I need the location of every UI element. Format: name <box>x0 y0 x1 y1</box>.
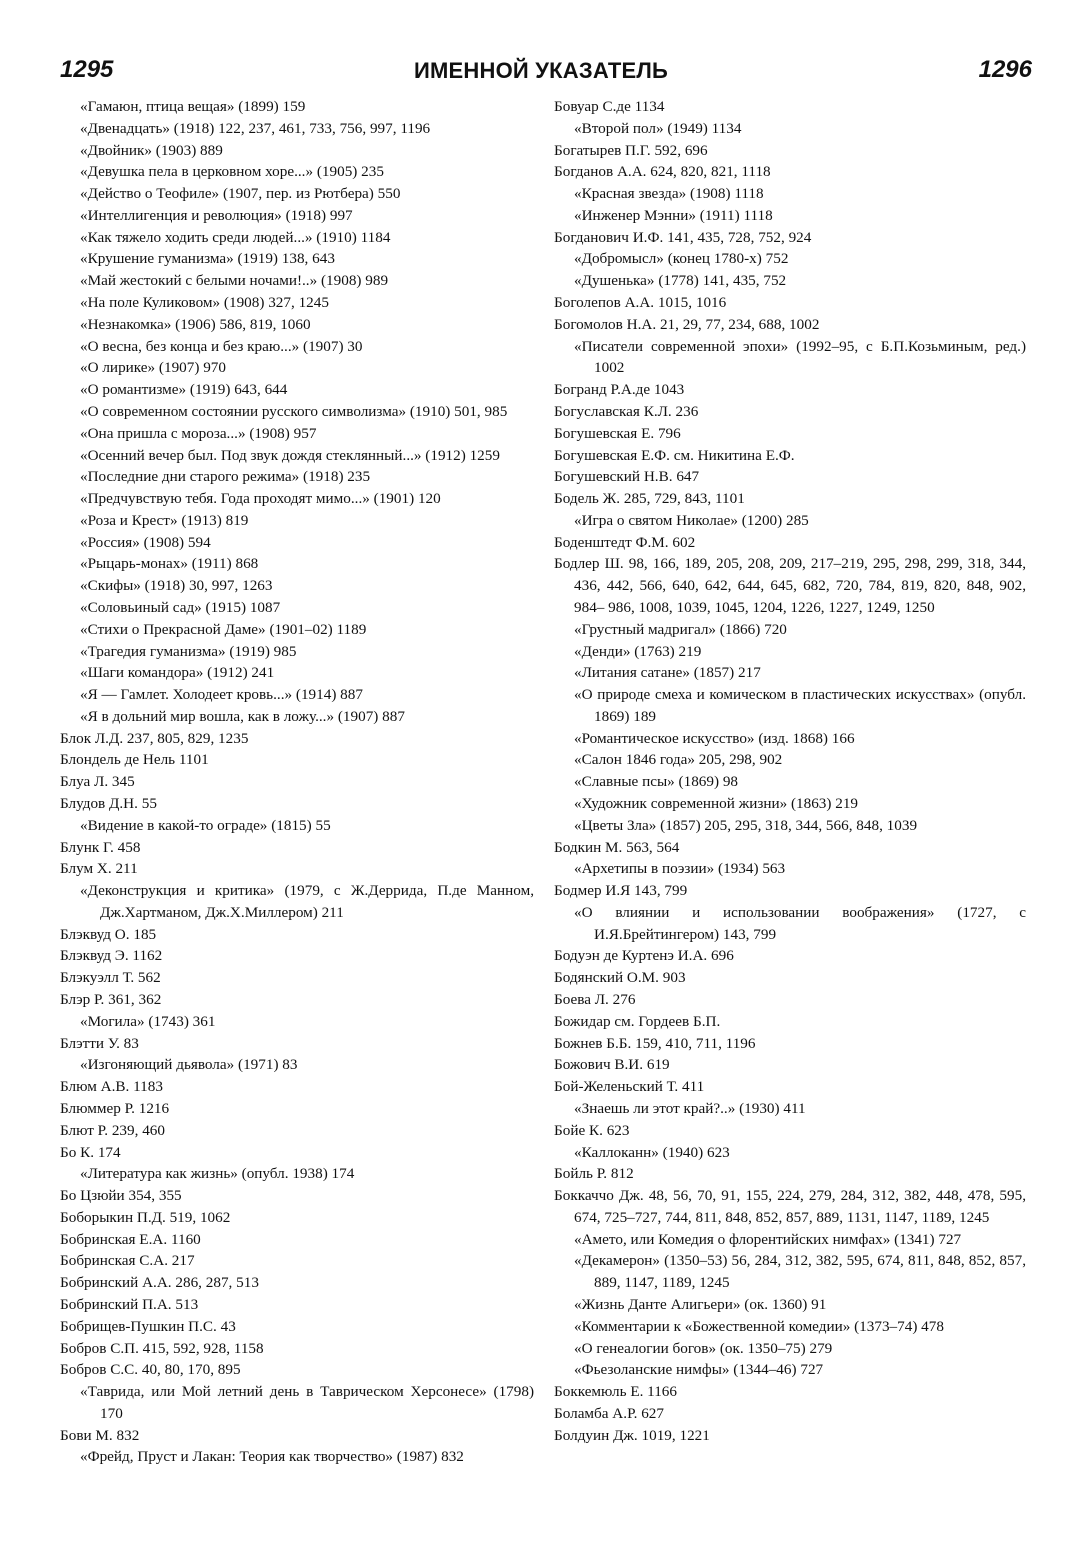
index-subentry: «Денди» (1763) 219 <box>574 642 702 660</box>
index-subentry: «Видение в какой-то ограде» (1815) 55 <box>80 816 331 834</box>
index-subentry: «Грустный мадригал» (1866) 720 <box>574 620 787 638</box>
index-subentry: «Комментарии к «Божественной комедии» (1373–74) 478 <box>574 1317 944 1335</box>
index-entry: Блюммер Р. 1216 <box>60 1099 170 1117</box>
index-entry: Бо К. 174 <box>60 1143 121 1161</box>
index-subentry: «Красная звезда» (1908) 1118 <box>574 185 764 203</box>
index-entry: Блэквуд Э. 1162 <box>60 947 163 965</box>
index-subentry: «О природе смеха и комическом в пластических искусствах» (опубл. 1869) 189 <box>574 686 1026 725</box>
index-entry: Бобринская Е.А. 1160 <box>60 1230 201 1248</box>
index-entry: Богушевская Е. 796 <box>554 424 681 442</box>
index-subentry: «Двойник» (1903) 889 <box>80 141 223 159</box>
index-subentry: «Художник современной жизни» (1863) 219 <box>574 795 859 812</box>
index-subentry: «Знаешь ли этот край?..» (1930) 411 <box>574 1099 806 1117</box>
index-entry: Бобрищев-Пушкин П.С. 43 <box>60 1317 236 1335</box>
index-entry: Богранд Р.А.де 1043 <box>554 381 685 399</box>
index-subentry: «Инженер Мэнни» (1911) 1118 <box>574 206 773 224</box>
index-entry: Блют Р. 239, 460 <box>60 1121 165 1139</box>
index-subentry: «Роза и Крест» (1913) 819 <box>80 511 249 529</box>
index-subentry: «Фьезоланские нимфы» (1344–46) 727 <box>574 1361 824 1379</box>
index-subentry: «Она пришла с мороза...» (1908) 957 <box>80 424 317 442</box>
index-entry: Бобров С.П. 415, 592, 928, 1158 <box>60 1339 264 1357</box>
index-entry: Блуа Л. 345 <box>60 773 135 791</box>
index-entry: Боголепов А.А. 1015, 1016 <box>554 294 727 312</box>
page-number-left: 1295 <box>60 56 114 83</box>
index-subentry: «Цветы Зла» (1857) 205, 295, 318, 344, 566, 848, 1039 <box>574 816 918 834</box>
index-subentry: «Таврида, или Мой летний день в Таврическом Херсонесе» (1798) 170 <box>80 1383 534 1422</box>
index-entry: Боборыкин П.Д. 519, 1062 <box>60 1208 231 1226</box>
index-column-right <box>554 96 1026 1446</box>
index-subentry: «Душенька» (1778) 141, 435, 752 <box>574 272 787 290</box>
index-subentry: «Россия» (1908) 594 <box>80 533 211 551</box>
index-entry: Бодкин М. 563, 564 <box>554 838 680 856</box>
index-entry: Бодлер Ш. 98, 166, 189, 205, 208, 209, 217–219, 295, 298, 299, 318, 344, 436, 442, 566, 640, 642, 644, 645, 682, 720, 784, 819, 820, 848, 902, 984– 986, 1008, 1039, 1045, 1204, 1226, 1227, 1249, 1250 <box>554 555 1026 616</box>
index-subentry: «Добромысл» (конец 1780-х) 752 <box>574 250 789 268</box>
index-subentry: «Скифы» (1918) 30, 997, 1263 <box>80 577 273 595</box>
index-entry: Бодуэн де Куртенэ И.А. 696 <box>554 947 734 965</box>
index-subentry: «О влиянии и использовании воображения» (1727, с И.Я.Брейтингером) 143, 799 <box>574 903 1026 943</box>
index-subentry: «Игра о святом Николае» (1200) 285 <box>574 511 809 529</box>
index-subentry: «Жизнь Данте Алигьери» (ок. 1360) 91 <box>574 1295 827 1313</box>
index-entry: Боламба А.Р. 627 <box>554 1404 664 1422</box>
index-subentry: «О лирике» (1907) 970 <box>80 359 226 377</box>
index-subentry: «Незнакомка» (1906) 586, 819, 1060 <box>80 315 311 333</box>
index-subentry: «Рыцарь-монах» (1911) 868 <box>80 555 259 573</box>
index-subentry: «Фрейд, Пруст и Лакан: Теория как творчество» (1987) 832 <box>80 1448 464 1466</box>
index-column-left <box>60 96 534 1468</box>
index-subentry: «Я — Гамлет. Холодеет кровь...» (1914) 887 <box>80 686 363 704</box>
index-entry: Бойль Р. 812 <box>554 1165 634 1183</box>
index-subentry: «Я в дольний мир вошла, как в ложу...» (1907) 887 <box>80 707 405 725</box>
index-subentry: «Салон 1846 года» 205, 298, 902 <box>574 751 783 769</box>
index-entry: Бобров С.С. 40, 80, 170, 895 <box>60 1361 241 1379</box>
index-entry: Блэр Р. 361, 362 <box>60 991 162 1009</box>
index-entry: Боева Л. 276 <box>554 991 636 1009</box>
index-subentry: «О романтизме» (1919) 643, 644 <box>80 381 288 399</box>
index-subentry: «Могила» (1743) 361 <box>80 1012 216 1030</box>
index-entry: Блок Л.Д. 237, 805, 829, 1235 <box>60 729 249 747</box>
index-subentry: «Гамаюн, птица вещая» (1899) 159 <box>80 98 306 115</box>
index-entry: Божнев Б.Б. 159, 410, 711, 1196 <box>554 1034 756 1052</box>
index-subentry: «Шаги командора» (1912) 241 <box>80 664 275 682</box>
index-entry: Бови М. 832 <box>60 1426 140 1444</box>
index-subentry: «Литература как жизнь» (опубл. 1938) 174 <box>80 1165 355 1183</box>
index-entry: Бой-Желеньский Т. 411 <box>554 1078 705 1096</box>
index-entry: Богатырев П.Г. 592, 696 <box>554 141 708 159</box>
index-subentry: «О весна, без конца и без краю...» (1907) 30 <box>80 337 363 355</box>
index-entry: Блюм А.В. 1183 <box>60 1078 163 1096</box>
index-entry: Богушевская Е.Ф. см. Никитина Е.Ф. <box>554 446 795 464</box>
index-entry: Богомолов Н.А. 21, 29, 77, 234, 688, 1002 <box>554 315 820 333</box>
index-subentry: «Соловьиный сад» (1915) 1087 <box>80 598 281 616</box>
index-entry: Блунк Г. 458 <box>60 838 141 856</box>
index-subentry: «Последние дни старого режима» (1918) 235 <box>80 468 371 486</box>
index-subentry: «Изгоняющий дьявола» (1971) 83 <box>80 1056 298 1074</box>
index-subentry: «Предчувствую тебя. Года проходят мимо...» (1901) 120 <box>80 490 441 508</box>
index-entry: Бовуар С.де 1134 <box>554 98 665 115</box>
index-subentry: «Осенний вечер был. Под звук дождя стеклянный...» (1912) 1259 <box>80 446 500 464</box>
index-subentry: «О современном состоянии русского символизма» (1910) 501, 985 <box>80 402 508 420</box>
index-subentry: «Амето, или Комедия о флорентийских нимфах» (1341) 727 <box>574 1230 962 1248</box>
index-entry: Бодмер И.Я 143, 799 <box>554 882 688 900</box>
index-subentry: «Стихи о Прекрасной Даме» (1901–02) 1189 <box>80 620 367 638</box>
index-entry: Боккаччо Дж. 48, 56, 70, 91, 155, 224, 279, 284, 312, 382, 448, 478, 595, 674, 725–727, 744, 811, 848, 852, 857, 889, 1131, 1147, 1189, 1245 <box>554 1187 1026 1226</box>
index-entry: Божидар см. Гордеев Б.П. <box>554 1012 721 1030</box>
page-header <box>0 56 1082 92</box>
index-entry: Бо Цзюйи 354, 355 <box>60 1187 182 1205</box>
index-subentry: «На поле Куликовом» (1908) 327, 1245 <box>80 294 329 312</box>
page-number-right: 1296 <box>978 56 1032 83</box>
index-entry: Богданов А.А. 624, 820, 821, 1118 <box>554 163 771 181</box>
index-subentry: «Интеллигенция и революция» (1918) 997 <box>80 206 353 224</box>
index-subentry: «Литания сатане» (1857) 217 <box>574 664 761 682</box>
index-entry: Бобринский П.А. 513 <box>60 1295 199 1313</box>
index-subentry: «Писатели современной эпохи» (1992–95, с Б.П.Козьминым, ред.) 1002 <box>574 337 1026 377</box>
index-entry: Бодянский О.М. 903 <box>554 969 686 987</box>
index-subentry: «Май жестокий с белыми ночами!..» (1908) 989 <box>80 272 389 290</box>
index-entry: Боккемюль Е. 1166 <box>554 1383 677 1401</box>
index-subentry: «О генеалогии богов» (ок. 1350–75) 279 <box>574 1339 833 1357</box>
index-subentry: «Как тяжело ходить среди людей...» (1910) 1184 <box>80 228 391 246</box>
index-subentry: «Каллоканн» (1940) 623 <box>574 1143 730 1161</box>
index-entry: Бодель Ж. 285, 729, 843, 1101 <box>554 490 745 508</box>
index-entry: Боденштедт Ф.М. 602 <box>554 533 696 551</box>
index-subentry: «Деконструкция и критика» (1979, с Ж.Деррида, П.де Манном, Дж.Хартманом, Дж.Х.Миллером) 211 <box>80 882 534 921</box>
index-subentry: «Действо о Теофиле» (1907, пер. из Рютбера) 550 <box>80 185 401 203</box>
index-entry: Богуславская К.Л. 236 <box>554 402 699 420</box>
index-subentry: «Девушка пела в церковном хоре...» (1905) 235 <box>80 163 384 181</box>
index-subentry: «Трагедия гуманизма» (1919) 985 <box>80 642 297 660</box>
index-entry: Блум Х. 211 <box>60 860 138 878</box>
index-entry: Блэкуэлл Т. 562 <box>60 969 161 987</box>
index-entry: Блэтти У. 83 <box>60 1034 139 1052</box>
index-entry: Бобринский А.А. 286, 287, 513 <box>60 1274 259 1292</box>
index-subentry: «Второй пол» (1949) 1134 <box>574 119 742 137</box>
index-entry: Бойе К. 623 <box>554 1121 630 1139</box>
index-entry: Блудов Д.Н. 55 <box>60 795 157 812</box>
index-entry: Блэквуд О. 185 <box>60 925 157 943</box>
index-subentry: «Романтическое искусство» (изд. 1868) 166 <box>574 729 855 747</box>
index-subentry: «Декамерон» (1350–53) 56, 284, 312, 382, 595, 674, 811, 848, 852, 857, 889, 1147, 1189, 1245 <box>574 1252 1026 1292</box>
index-subentry: «Крушение гуманизма» (1919) 138, 643 <box>80 250 335 268</box>
index-entry: Бобринская С.А. 217 <box>60 1252 195 1270</box>
page-title: ИМЕННОЙ УКАЗАТЕЛЬ <box>414 58 668 83</box>
index-subentry: «Двенадцать» (1918) 122, 237, 461, 733, 756, 997, 1196 <box>80 119 431 137</box>
index-entry: Блондель де Нель 1101 <box>60 751 209 769</box>
index-subentry: «Архетипы в поэзии» (1934) 563 <box>574 860 786 878</box>
index-entry: Богушевский Н.В. 647 <box>554 468 700 486</box>
index-subentry: «Славные псы» (1869) 98 <box>574 773 739 791</box>
index-entry: Болдуин Дж. 1019, 1221 <box>554 1426 710 1444</box>
index-entry: Божович В.И. 619 <box>554 1056 670 1074</box>
index-entry: Богданович И.Ф. 141, 435, 728, 752, 924 <box>554 228 812 246</box>
